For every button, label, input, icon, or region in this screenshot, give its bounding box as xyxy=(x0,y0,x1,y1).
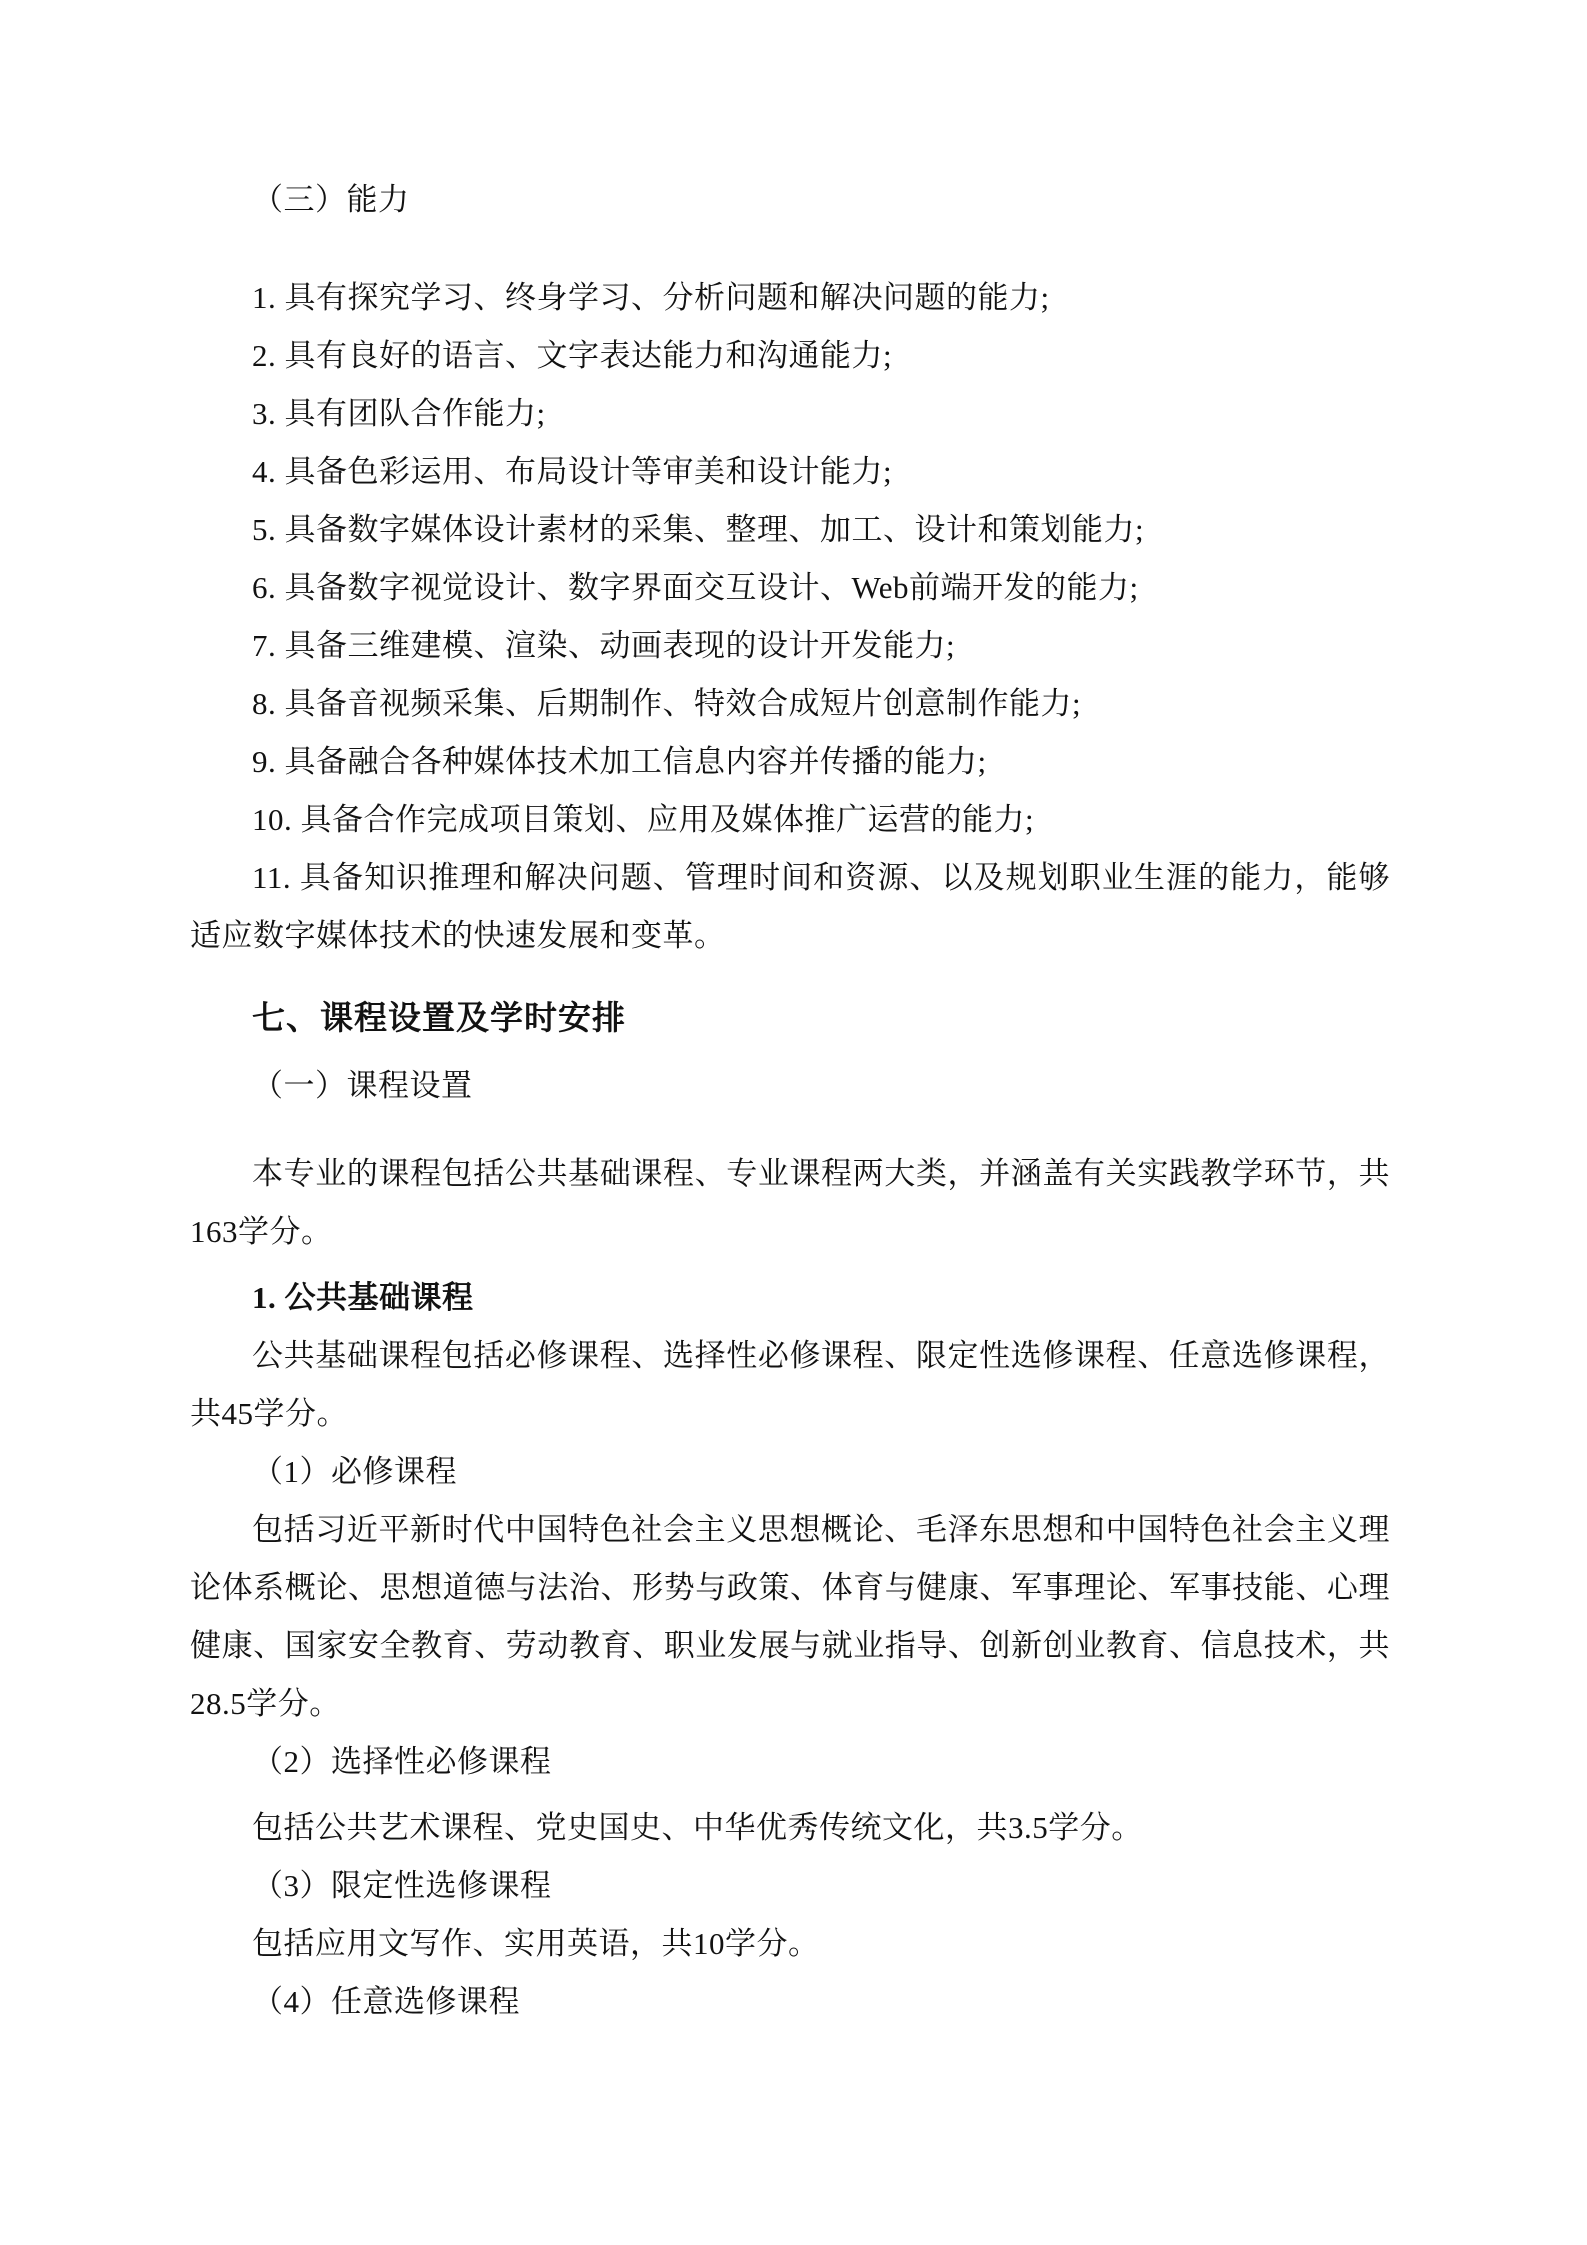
subheading-public-basic-courses: 1. 公共基础课程 xyxy=(252,1280,474,1315)
subsection-heading-course-setup: （一）课程设置 xyxy=(252,1068,473,1103)
paragraph-required-courses-detail: 包括习近平新时代中国特色社会主义思想概论、毛泽东思想和中国特色社会主义理论体系概论、思想道德与法治、形势与政策、体育与健康、军事理论、军事技能、心理健康、国家安全教育、劳动教育、职业发展与就业指导、创新创业教育、信息技术，共28.5学分。 xyxy=(190,1512,1390,1721)
ability-item-3: 3. 具有团队合作能力; xyxy=(252,396,546,431)
ability-item-11: 11. 具备知识推理和解决问题、管理时间和资源、以及规划职业生涯的能力，能够适应数字媒体技术的快速发展和变革。 xyxy=(190,860,1390,953)
subheading-elective-required-courses: （2）选择性必修课程 xyxy=(252,1744,552,1779)
ability-item-9: 9. 具备融合各种媒体技术加工信息内容并传播的能力; xyxy=(252,744,987,779)
section-heading-ability: （三）能力 xyxy=(252,182,410,217)
chapter-heading-curriculum: 七、课程设置及学时安排 xyxy=(252,999,626,1036)
subheading-free-elective-courses: （4）任意选修课程 xyxy=(252,1984,520,2019)
document-text-block xyxy=(190,171,1390,2031)
paragraph-limited-elective-detail: 包括应用文写作、实用英语，共10学分。 xyxy=(252,1926,820,1961)
ability-item-1: 1. 具有探究学习、终身学习、分析问题和解决问题的能力; xyxy=(252,280,1050,315)
paragraph-course-overview: 本专业的课程包括公共基础课程、专业课程两大类，并涵盖有关实践教学环节，共163学分。 xyxy=(190,1156,1390,1249)
paragraph-elective-required-detail: 包括公共艺术课程、党史国史、中华优秀传统文化，共3.5学分。 xyxy=(252,1810,1143,1845)
ability-item-10: 10. 具备合作完成项目策划、应用及媒体推广运营的能力; xyxy=(252,802,1035,837)
ability-item-7: 7. 具备三维建模、渲染、动画表现的设计开发能力; xyxy=(252,628,956,663)
ability-item-8: 8. 具备音视频采集、后期制作、特效合成短片创意制作能力; xyxy=(252,686,1082,721)
ability-item-6: 6. 具备数字视觉设计、数字界面交互设计、Web前端开发的能力; xyxy=(252,570,1139,605)
ability-item-4: 4. 具备色彩运用、布局设计等审美和设计能力; xyxy=(252,454,893,489)
subheading-required-courses: （1）必修课程 xyxy=(252,1454,457,1489)
ability-item-5: 5. 具备数字媒体设计素材的采集、整理、加工、设计和策划能力; xyxy=(252,512,1145,547)
ability-item-2: 2. 具有良好的语言、文字表达能力和沟通能力; xyxy=(252,338,893,373)
paragraph-public-basic-overview: 公共基础课程包括必修课程、选择性必修课程、限定性选修课程、任意选修课程，共45学分。 xyxy=(190,1338,1390,1431)
subheading-limited-elective-courses: （3）限定性选修课程 xyxy=(252,1868,552,1903)
